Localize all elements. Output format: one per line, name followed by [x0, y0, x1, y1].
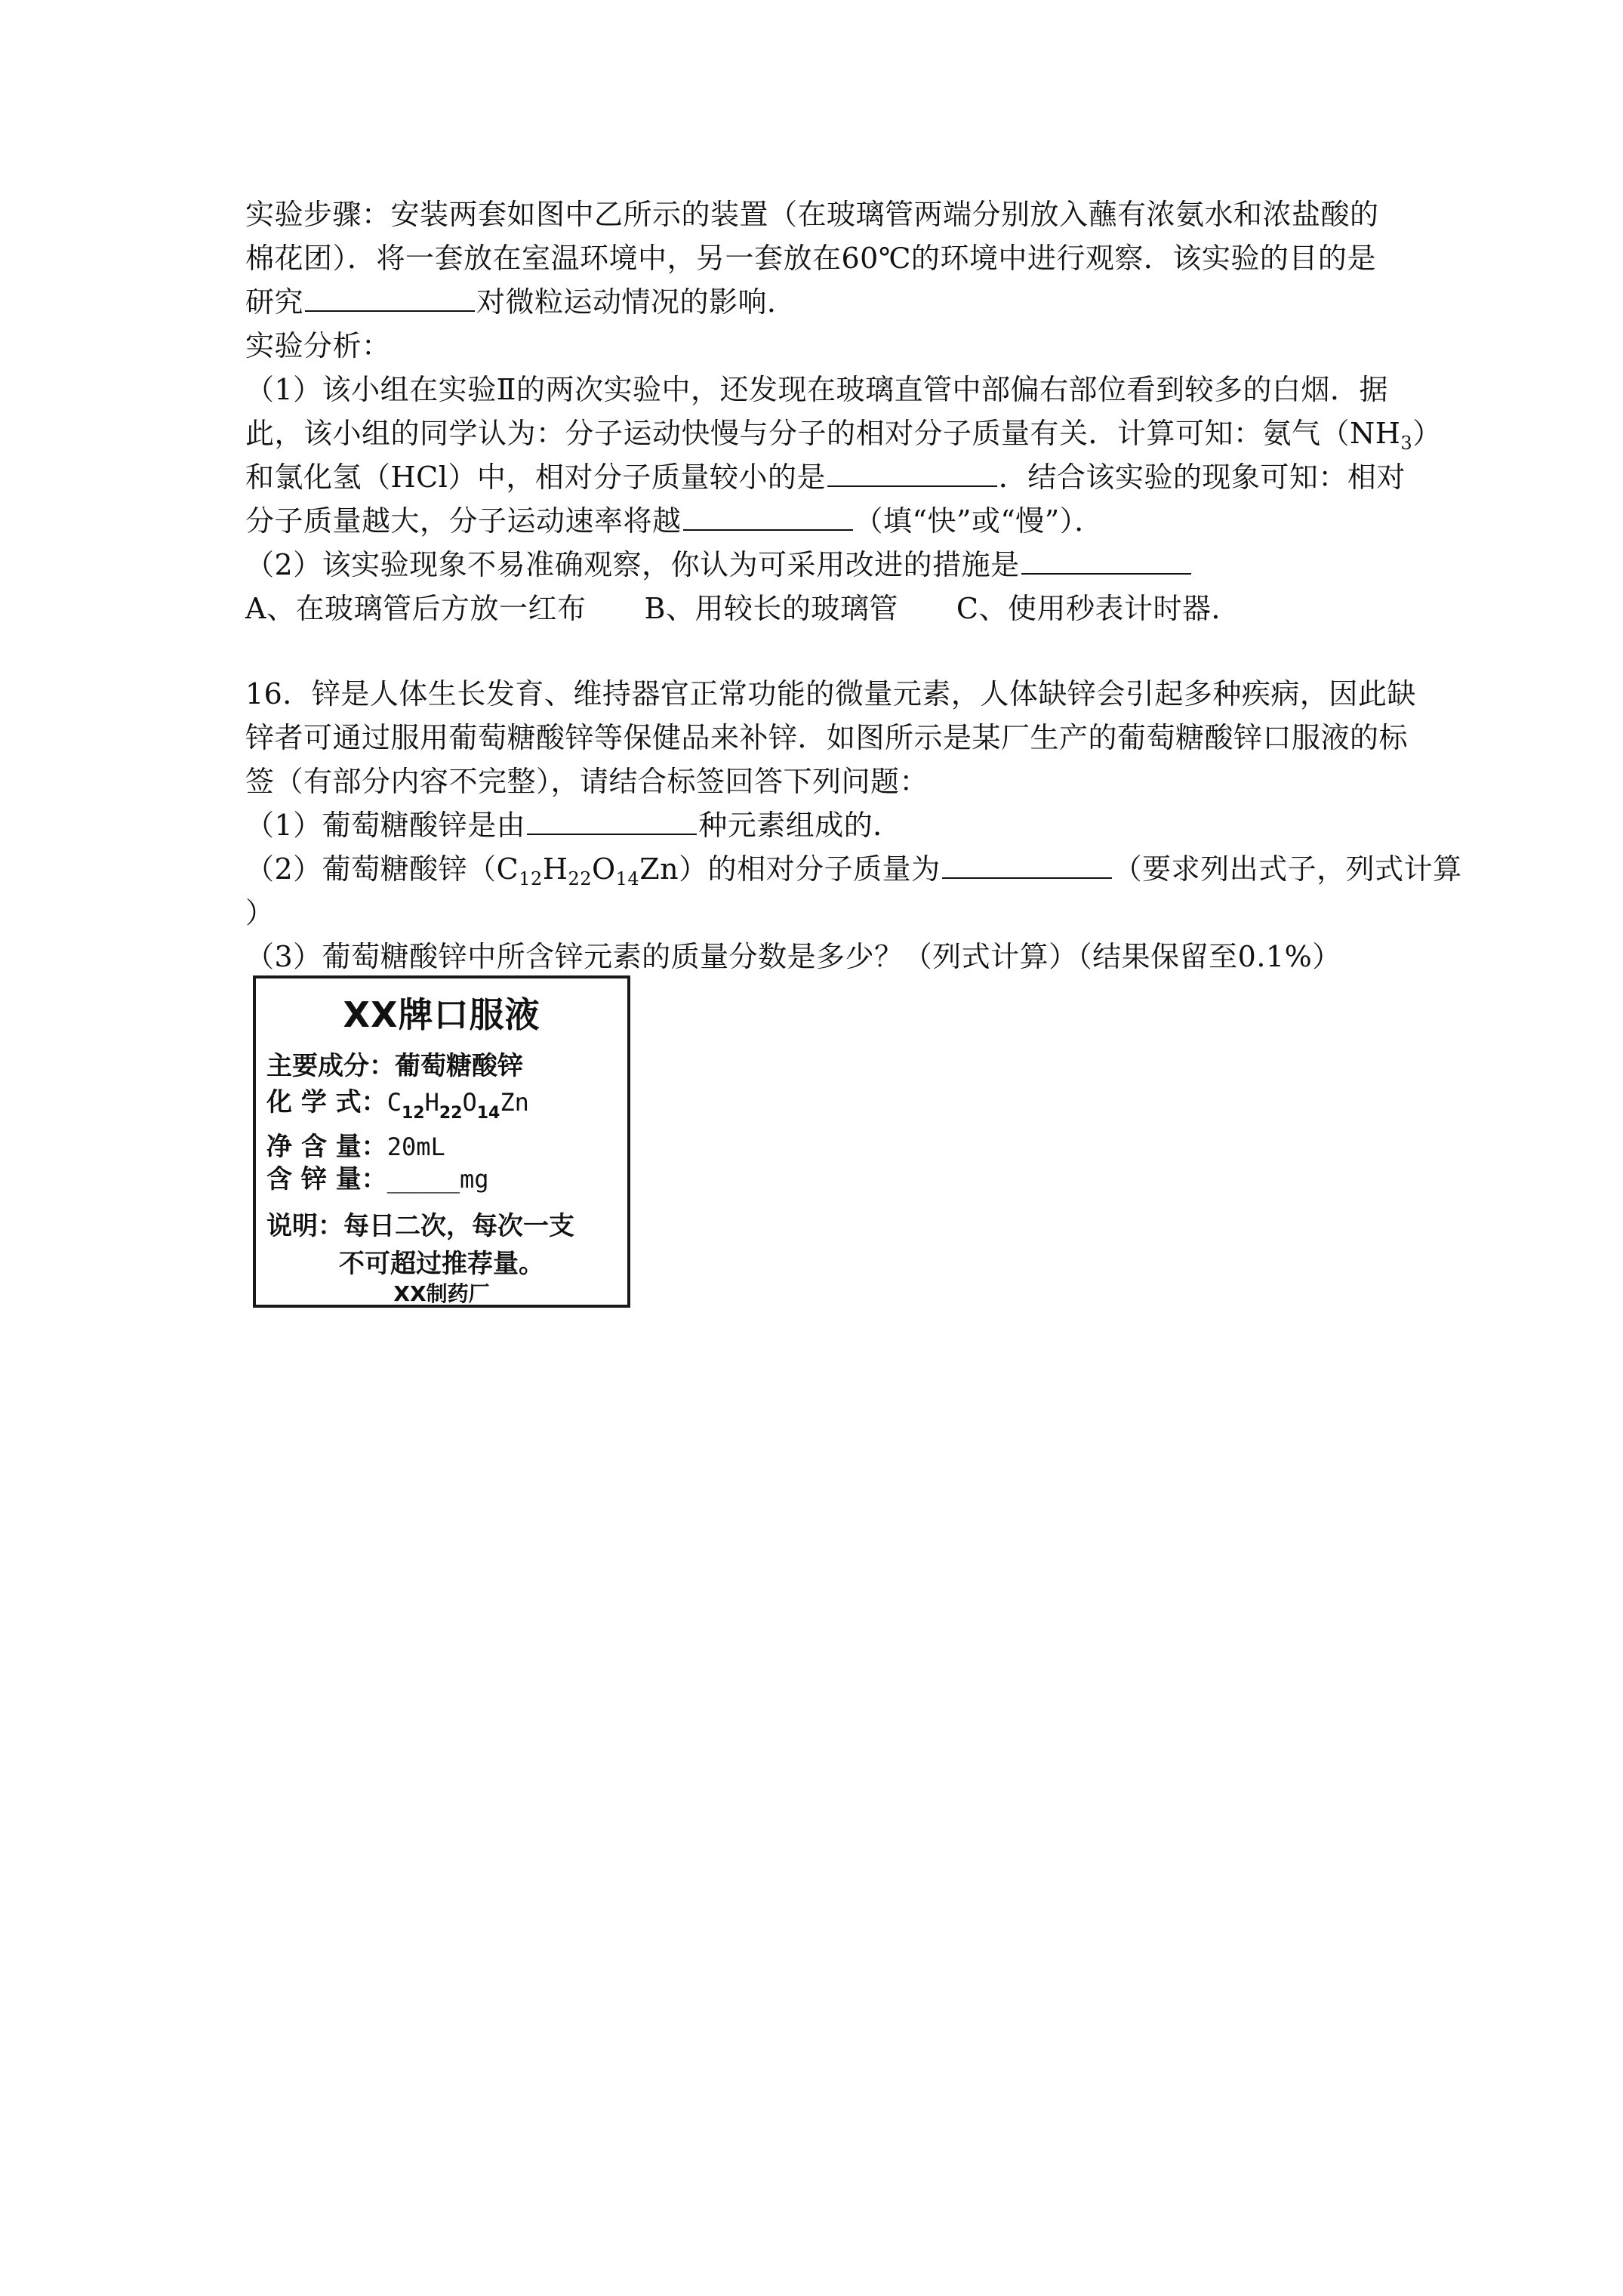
- text-fragment: （2）葡萄糖酸锌（C: [245, 852, 519, 886]
- analysis-q2-line-1: [245, 543, 1400, 587]
- label-formula-h: H: [424, 1088, 439, 1117]
- product-label-figure: [253, 975, 630, 1308]
- q16-part-2: [245, 847, 1462, 891]
- label-title: XX牌口服液: [343, 994, 540, 1035]
- text-fragment: 分子质量越大，分子运动速率将越: [245, 504, 682, 538]
- analysis-q1-line-2: [245, 411, 1442, 455]
- answer-blank: [683, 499, 853, 531]
- text-fragment: （要求列出式子，列式计算: [1113, 852, 1462, 886]
- analysis-q2-options: A、在玻璃管后方放一红布 B、用较长的玻璃管 C、使用秒表计时器．: [245, 592, 1240, 625]
- label-ingredient-key: 主要成分：: [266, 1051, 395, 1081]
- text-fragment: （1）葡萄糖酸锌是由: [245, 809, 526, 842]
- text-fragment: 对微粒运动情况的影响．: [476, 285, 796, 319]
- label-formula-o: O: [462, 1088, 477, 1117]
- text-fragment: 研究: [245, 285, 304, 319]
- answer-blank: [1021, 543, 1191, 575]
- answer-blank: [827, 455, 997, 487]
- label-formula-o-sub: 14: [476, 1104, 500, 1123]
- analysis-q1-line-1: （1）该小组在实验Ⅱ的两次实验中，还发现在玻璃直管中部偏右部位看到较多的白烟．据: [245, 373, 1389, 406]
- subscript: 22: [568, 868, 592, 889]
- label-note-line-2: 不可超过推荐量。: [339, 1249, 544, 1279]
- label-ingredient-value: 葡萄糖酸锌: [395, 1051, 523, 1081]
- label-formula-c: C: [387, 1088, 402, 1117]
- text-fragment: 种元素组成的．: [698, 809, 902, 842]
- label-formula-key: 化 学 式：: [266, 1087, 387, 1117]
- text-fragment: 此，该小组的同学认为：分子运动快慢与分子的相对分子质量有关．计算可知：氨气（NH: [245, 417, 1401, 450]
- subscript: 12: [519, 868, 543, 889]
- text-fragment: O: [592, 852, 616, 886]
- label-ingredient-row: [266, 1045, 523, 1082]
- label-note-line-1: 说明：每日二次，每次一支: [266, 1211, 574, 1241]
- text-fragment: （填“快”或“慢”）．: [854, 504, 1104, 538]
- label-formula-zn: Zn: [500, 1088, 529, 1117]
- analysis-heading: 实验分析：: [245, 329, 391, 362]
- text-fragment: Zn）的相对分子质量为: [639, 852, 941, 886]
- answer-blank: [527, 803, 697, 835]
- label-net-value: 20mL: [387, 1133, 445, 1161]
- label-zinc-row: [266, 1158, 489, 1195]
- label-formula-row: [266, 1081, 529, 1123]
- label-factory: XX制药厂: [393, 1281, 490, 1306]
- label-formula-c-sub: 12: [401, 1104, 425, 1123]
- document-body: [245, 193, 1462, 978]
- analysis-q1-line-4: [245, 499, 1400, 543]
- answer-blank: [305, 280, 475, 312]
- label-net-key: 净 含 量：: [266, 1132, 387, 1162]
- text-fragment: H: [542, 852, 568, 886]
- text-fragment: ）: [1412, 417, 1442, 450]
- q16-line-2: 锌者可通过服用葡萄糖酸锌等保健品来补锌．如图所示是某厂生产的葡萄糖酸锌口服液的标: [245, 721, 1409, 754]
- q16-part-3: （3）葡萄糖酸锌中所含锌元素的质量分数是多少？（列式计算）（结果保留至0.1%）: [245, 940, 1341, 973]
- q16-line-1: 16．锌是人体生长发育、维持器官正常功能的微量元素，人体缺锌会引起多种疾病，因此缺: [245, 677, 1416, 710]
- label-zinc-key: 含 锌 量：: [266, 1164, 387, 1194]
- label-formula-h-sub: 22: [439, 1104, 463, 1123]
- experiment-steps-line-2: 棉花团）．将一套放在室温环境中，另一套放在60℃的环境中进行观察．该实验的目的是: [245, 242, 1376, 275]
- text-fragment: 和氯化氢（HCl）中，相对分子质量较小的是: [245, 461, 826, 494]
- subscript: 3: [1400, 433, 1413, 454]
- label-net-row: [266, 1126, 445, 1163]
- answer-blank: [942, 847, 1112, 879]
- text-fragment: ．结合该实验的现象可知：相对: [998, 461, 1406, 494]
- q16-line-3: 签（有部分内容不完整），请结合标签回答下列问题：: [245, 765, 929, 798]
- experiment-steps-line-1: 实验步骤：安装两套如图中乙所示的装置（在玻璃管两端分别放入蘸有浓氨水和浓盐酸的: [245, 198, 1379, 231]
- q16-part-2-cont: ）: [245, 896, 275, 929]
- label-zinc-value: _____mg: [387, 1165, 489, 1194]
- analysis-q1-line-3: [245, 455, 1406, 499]
- experiment-steps-line-3: [245, 280, 1400, 324]
- subscript: 14: [615, 868, 640, 889]
- text-fragment: （2）该实验现象不易准确观察，你认为可采用改进的措施是: [245, 548, 1020, 581]
- q16-part-1: [245, 803, 1400, 847]
- spacer: [245, 630, 1400, 672]
